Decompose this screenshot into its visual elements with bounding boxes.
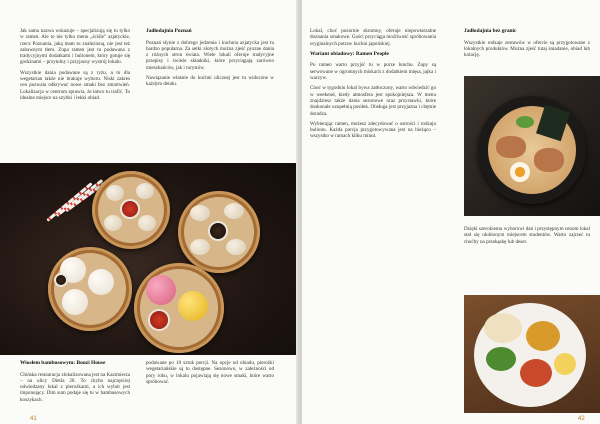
thali-plate: [474, 303, 586, 407]
thali-photo: [464, 295, 600, 413]
page-number: 42: [578, 416, 585, 422]
left-bottom-col-2: [146, 360, 274, 389]
section-heading: Jadłodajnia Poznań: [146, 28, 192, 34]
paragraph: Po ramen warto przyjść tu w porze lunchu. Zupy są serwowane w ogromnych miskach z dodatkiem mięsa, jajka i warzyw.: [310, 62, 436, 82]
dim-sum-photo: [0, 163, 298, 355]
paragraph: Chińska restauracja zlokalizowana jest na Kazimierza – na ulicy Dietla 28. To chyba najczęściej odwiedzany lokal z pierożkami, a ich wybór jest imponujący. Dim sum podaje się tu w bambusowych koszykach.: [20, 371, 130, 403]
paragraph: Nawiązanie właśnie do kuchni ulicznej jest tu widoczne w każdym detalu.: [146, 75, 274, 88]
paragraph: podawane po 10 sztuk porcji. Na opcje od obiadu, pierożki wegetariańskie są tu dostępne. Sezonowo, w zależności od pory roku, w lokalu pojawiają się nowe smaki, które warto spróbować.: [146, 360, 274, 385]
paragraph: Poznań słynie z dobrego jedzenia i kuchnia azjatycka jest tu bardzo popularna. Za setki złotych można zjeść pyszne dania z różnych stron świata. Wiele lokali oferuje tradycyjne przepisy i świeże składniki, które przyciągają zarówno mieszkańców, jak i turystów.: [146, 39, 274, 71]
left-page: [0, 0, 298, 424]
left-col-2: [146, 28, 274, 92]
paragraph: Lokal, choć pozornie skromny, oferuje niepowtarzalne doznania smakowe. Gości przyciąga możliwość spróbowania oryginalnych potraw kuchni japońskiej.: [310, 28, 436, 47]
page-number: 41: [30, 416, 37, 422]
paragraph: Wybierając ramen, możesz zdecydować o ostrości i rodzaju bulionu. Każda porcja przygotowywana jest na bieżąco – wszystko w ramach kilku minut.: [310, 120, 436, 140]
right-col-2-top: [464, 28, 590, 62]
section-heading: Jadłodajnia bez granic: [464, 28, 517, 34]
bun-basket: [134, 263, 224, 353]
dumpling-basket: [178, 191, 260, 273]
section-heading: Wariant obiadowy: Ramen People: [310, 50, 389, 57]
paragraph: Wszystkie rodzaje zestawów w ofercie są przygotowane z lokalnych produktów. Można zjeść tutaj śniadanie, obiad lub kolację.: [464, 39, 590, 59]
section-heading: Wiosłem bambusowym: Bouzi House: [20, 360, 106, 366]
bun-basket: [48, 247, 132, 331]
paragraph: Choć w tygodniu lokal bywa zatłoczony, warto odwiedzić go w weekend, kiedy atmosfera jest spokojniejsza. W menu znajdziesz także dania sezonowe oraz przystawki, które doskonale uzupełnią posiłek. Obsługa jest przyjazna i chętnie doradza.: [310, 85, 436, 117]
sauce-bowl: [122, 201, 138, 217]
ramen-bowl: [478, 96, 586, 204]
right-page: [302, 0, 600, 424]
right-col-2-mid: [464, 226, 590, 249]
paragraph: Jak sama nazwa wskazuje – specjalizują się tu tylko w ramen. Ale to nie tylko menu „ściśle” azjatyckie, rzecz Poznania, jaką mam tu znalezioną, nie jest też zabawnym tłem. Zupa ramen jest tu podawana z tradycyjnymi dodatkami i bulionem, który gotuje się godzinami – przytulny i przyjazny wystrój lokalu.: [20, 28, 130, 66]
paragraph: Dzięki szerokiemu wyborowi dań i przystępnym cenom lokal stał się ulubionym miejscem studentów. Warto zajrzeć tu choćby na przekąskę lub deser.: [464, 226, 590, 245]
dumpling-basket: [92, 171, 170, 249]
paragraph: Wszystkie dania podawane są z ryżu, a to dla wegetarian także nie brakuje wyboru. Niski zakres cen pozwala odkrywać nowe smaki bez zmartwień. Lokalizacja w centrum sprawia, że łatwo tu trafić. To idealne miejsce na szybki i lekki obiad.: [20, 69, 130, 101]
straw: [46, 182, 92, 222]
sauce-bowl: [210, 223, 226, 239]
right-col-1: [310, 28, 436, 144]
left-bottom-col-1: [20, 360, 130, 407]
left-col-1: [20, 28, 130, 105]
ramen-photo: [464, 76, 600, 216]
